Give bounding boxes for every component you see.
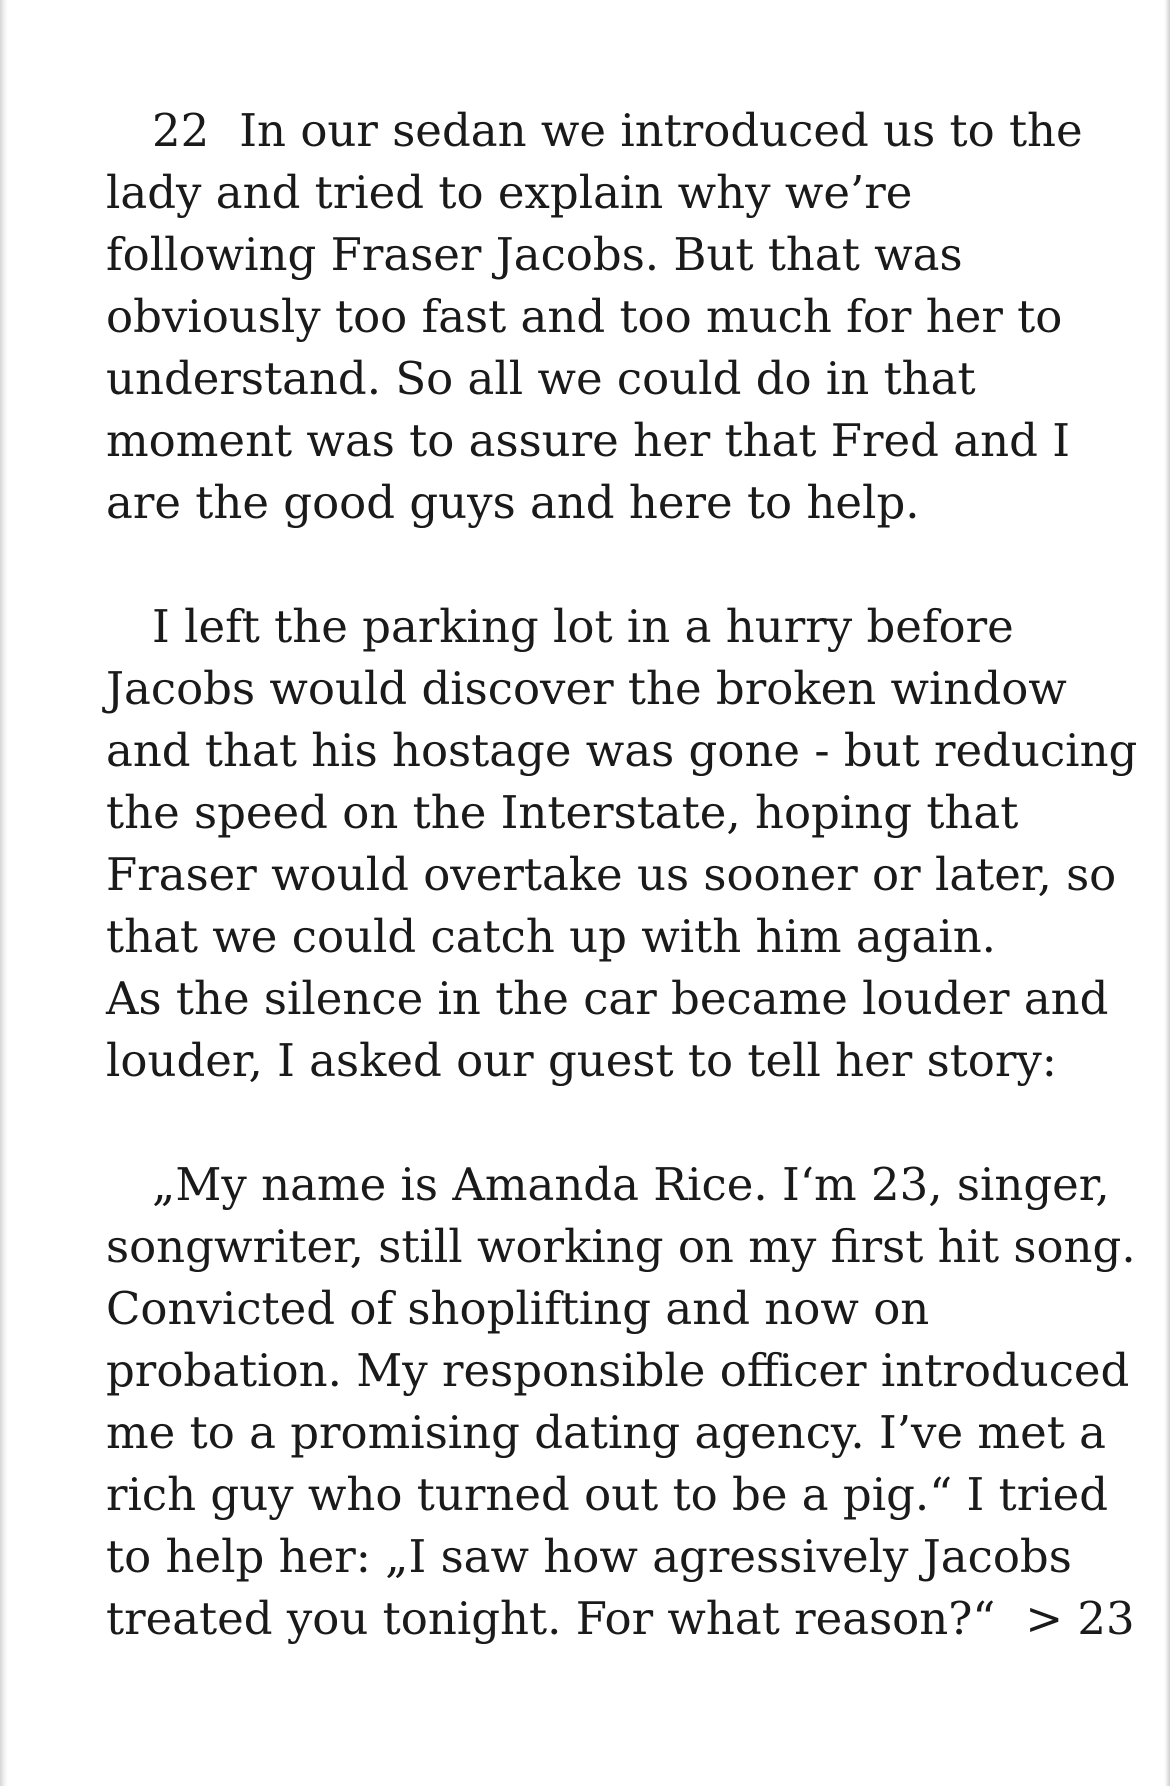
paragraph-line: 22 In our sedan we introduced us to the (152, 104, 1083, 157)
paragraph-line: rich guy who turned out to be a pig.“ I tried (106, 1468, 1109, 1521)
paragraph-line: I left the parking lot in a hurry before (152, 600, 1014, 653)
paragraph-line: to help her: „I saw how agressively Jacobs (106, 1530, 1072, 1583)
page-number: 22 (152, 104, 210, 157)
paragraph-line: treated you tonight. For what reason?“ > 23 (106, 1592, 1135, 1645)
paragraph-line: „My name is Amanda Rice. I‘m 23, singer, (152, 1158, 1110, 1211)
paragraph-2 (106, 596, 1138, 1092)
paragraph-line: Jacobs would discover the broken window (106, 662, 1067, 715)
paragraph-line: As the silence in the car became louder and (106, 972, 1109, 1025)
paragraph-line: me to a promising dating agency. I’ve met a (106, 1406, 1106, 1459)
paragraph-line: Convicted of shoplifting and now on (106, 1282, 930, 1335)
paragraph-gap (106, 1092, 1116, 1154)
paragraph-line: moment was to assure her that Fred and I (106, 414, 1070, 467)
paragraph-line: louder, I asked our guest to tell her story: (106, 1034, 1057, 1087)
paragraph-line: songwriter, still working on my first hit song. (106, 1220, 1136, 1273)
paragraph-line: following Fraser Jacobs. But that was (106, 228, 963, 281)
paragraph-line: probation. My responsible officer introduced (106, 1344, 1130, 1397)
page-edge-right (1164, 0, 1170, 1786)
paragraph-1 (106, 100, 1116, 534)
paragraph-line: lady and tried to explain why we’re (106, 166, 913, 219)
paragraph-line: are the good guys and here to help. (106, 476, 920, 529)
paragraph-line: the speed on the Interstate, hoping that (106, 786, 1019, 839)
paragraph-line: Fraser would overtake us sooner or later, so (106, 848, 1117, 901)
paragraph-line: understand. So all we could do in that (106, 352, 976, 405)
paragraph-line: that we could catch up with him again. (106, 910, 996, 963)
book-page-text (106, 100, 1138, 1650)
paragraph-line: and that his hostage was gone - but reducing (106, 724, 1138, 777)
paragraph-gap (106, 534, 1116, 596)
paragraph-line: obviously too fast and too much for her to (106, 290, 1063, 343)
paragraph-3 (106, 1154, 1136, 1650)
page-edge-left (0, 0, 8, 1786)
next-page-reference: > 23 (1025, 1592, 1135, 1645)
